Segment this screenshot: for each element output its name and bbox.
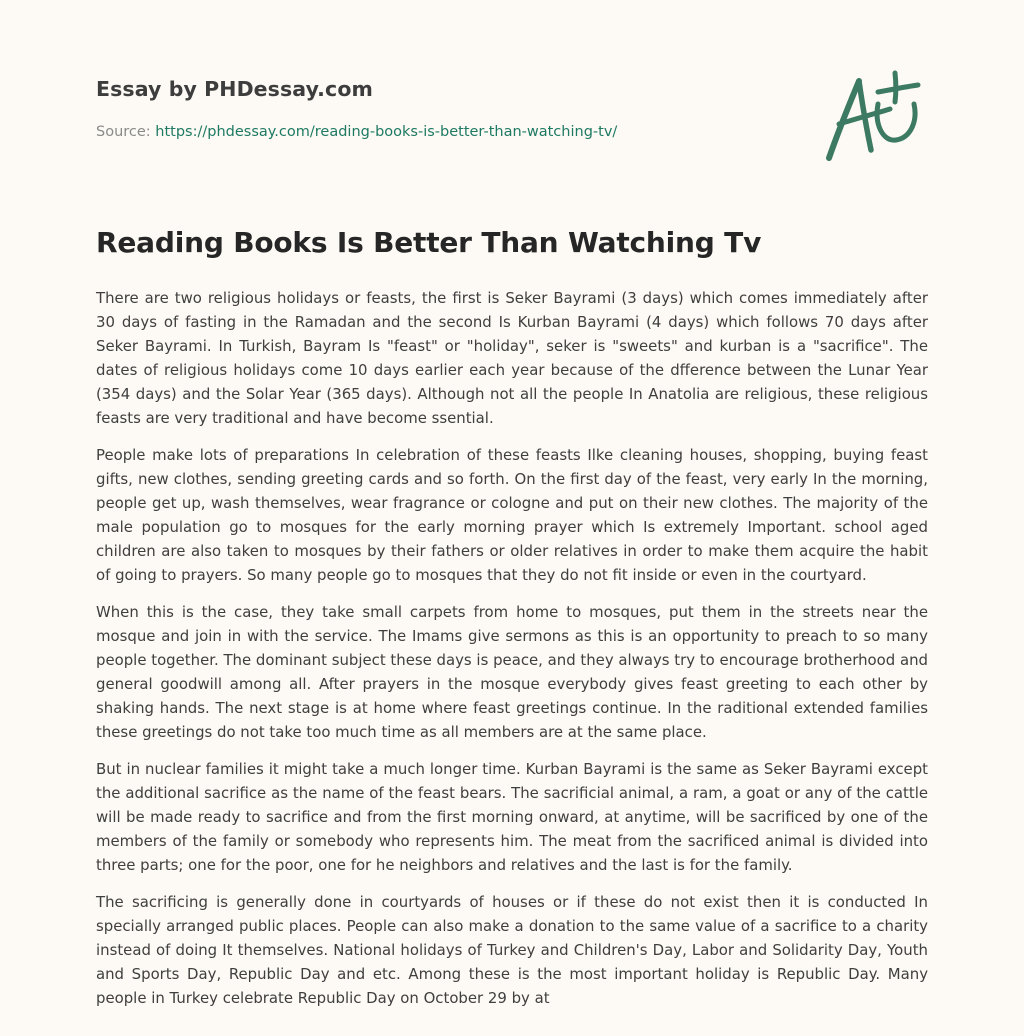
essay-paragraph-5: The sacrificing is generally done in courtyards of houses or if these do not exist then it is conducted In specially arranged public places. People can also make a donation to the same value of a sacrifice to a charity instead of doing It themselves. National holidays of Turkey and Children's Day, Labor and Solidarity Day, Youth and Sports Day, Republic Day and etc. Among these is the most important holiday is Republic Day. Many people in Turkey celebrate Republic Day on October 29 by at [96, 893, 928, 1007]
essay-paragraph-3: When this is the case, they take small carpets from home to mosques, put them in the streets near the mosque and join in with the service. The Imams give sermons as this is an opportunity to preach to so many people together. The dominant subject these days is peace, and they always try to encourage brotherhood and general goodwill among all. After prayers in the mosque everybody gives feast greeting to each other by shaking hands. The next stage is at home where feast greetings continue. In the raditional extended families these greetings do not take too much time as all members are at the same place. [96, 603, 928, 741]
brand-title: Essay by PHDessay.com [96, 77, 373, 101]
source-link[interactable]: https://phdessay.com/reading-books-is-better-than-watching-tv/ [155, 124, 618, 140]
essay-title: Reading Books Is Better Than Watching Tv [96, 226, 762, 259]
source-label: Source: [96, 124, 156, 140]
essay-paragraph-1: There are two religious holidays or feasts, the first is Seker Bayrami (3 days) which comes immediately after 30 days of fasting in the Ramadan and the second Is Kurban Bayrami (4 days) which follows 70 days after Seker Bayrami. In Turkish, Bayram Is "feast" or "holiday", seker is "sweets" and kurban is a "sacrifice". The dates of religious holidays come 10 days earlier each year because of the dfference between the Lunar Year (354 days) and the Solar Year (365 days). Although not all the people In Anatolia are religious, these religious feasts are very traditional and have become ssential. [96, 289, 928, 427]
essay-paragraph-2: People make lots of preparations In celebration of these feasts Ilke cleaning houses, shopping, buying feast gifts, new clothes, sending greeting cards and so forth. On the first day of the feast, very early In the morning, people get up, wash themselves, wear fragrance or cologne and put on their new clothes. The majority of the male population go to mosques for the early morning prayer which Is extremely Important. school aged children are also taken to mosques by their fathers or older relatives in order to make them acquire the habit of going to prayers. So many people go to mosques that they do not fit inside or even in the courtyard. [96, 446, 928, 584]
essay-body [96, 286, 928, 1023]
essay-paragraph-4: But in nuclear families it might take a much longer time. Kurban Bayrami is the same as Seker Bayrami except the additional sacrifice as the name of the feast bears. The sacrificial animal, a ram, a goat or any of the cattle will be made ready to sacrifice and from the first morning onward, at anytime, will be sacrificed by one of the members of the family or somebody who represents him. The meat from the sacrificed animal is divided into three parts; one for the poor, one for he neighbors and relatives and the last is for the family. [96, 760, 928, 874]
a-plus-logo-icon [822, 68, 926, 164]
source-line [96, 124, 617, 140]
